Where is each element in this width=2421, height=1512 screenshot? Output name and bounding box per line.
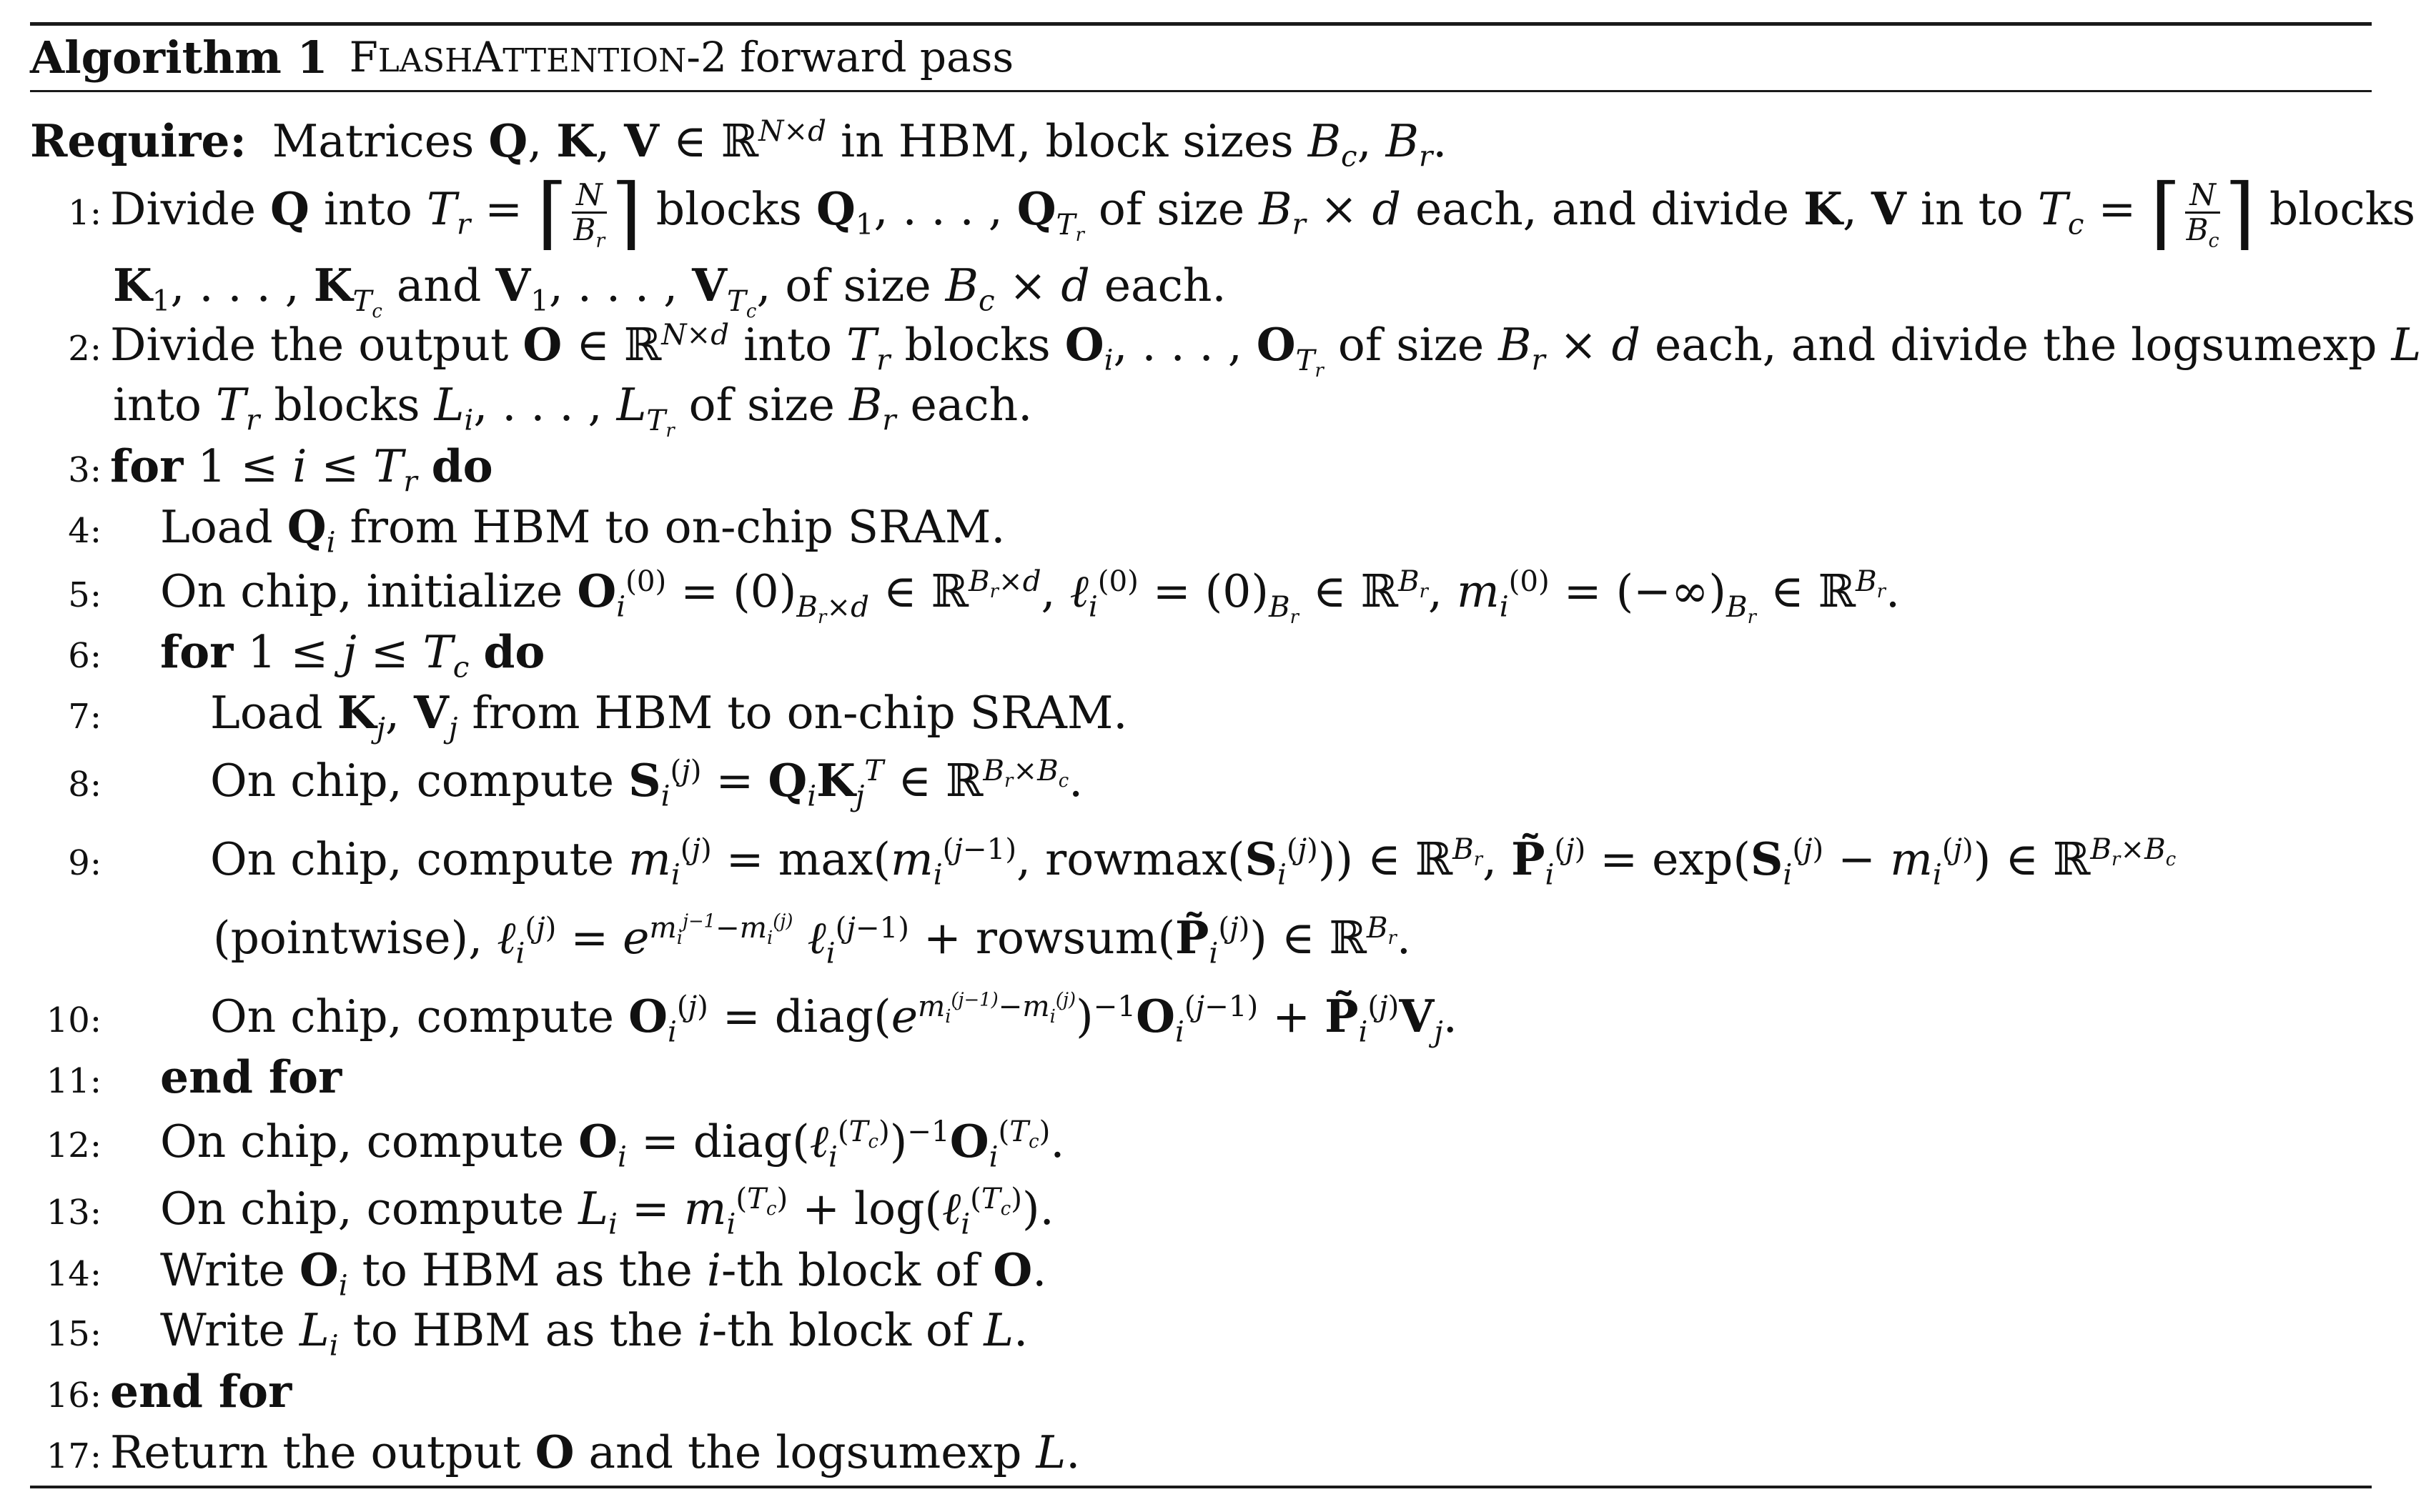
algorithm-label: Algorithm 1 bbox=[30, 31, 328, 84]
line-text: for $1 \le j \le T_c$ do bbox=[160, 625, 545, 685]
line-number: 4: bbox=[68, 511, 102, 551]
line-14 bbox=[30, 1240, 2372, 1304]
line-12 bbox=[30, 1111, 2372, 1175]
title-sc-3: A bbox=[472, 33, 503, 81]
top-rule bbox=[30, 22, 2372, 26]
line-number: 17: bbox=[46, 1436, 102, 1476]
line-number: 11: bbox=[46, 1061, 102, 1101]
line-text: Load $Q_i$ from HBM to on-chip SRAM. bbox=[160, 500, 1006, 559]
require-label: Require: bbox=[30, 114, 247, 167]
line-text: On chip, compute $O_i^{(j)}$ = $diag(e^{m_i^{(j-1)}-m_i^{(j)}})^{-1}O_i^{(j-1)}$ + $P̃_i^{(j)}V_j$. bbox=[210, 989, 1457, 1049]
line-number: 2: bbox=[68, 329, 102, 369]
line-number: 14: bbox=[46, 1254, 102, 1294]
line-text: end for bbox=[110, 1365, 292, 1418]
line-number: 6: bbox=[68, 636, 102, 676]
line-4 bbox=[30, 497, 2372, 561]
line-15 bbox=[30, 1300, 2372, 1364]
line-9 bbox=[30, 829, 2372, 893]
line-text: end for bbox=[160, 1050, 342, 1103]
line-text: for $1 \le i \le T_r$ do bbox=[110, 439, 493, 499]
title-sc-4: TTENTION bbox=[502, 41, 687, 79]
line-number: 10: bbox=[46, 1000, 102, 1040]
line-13 bbox=[30, 1179, 2372, 1243]
line-number: 12: bbox=[46, 1125, 102, 1165]
line-16 bbox=[30, 1361, 2372, 1426]
line-8 bbox=[30, 750, 2372, 815]
line-9-cont: (pointwise), ℓ$_i^{(j)}$ = $e^{m_i^{j-1}-m_i^{(j)}}$ ℓ$_i^{(j-1)}$ + $rowsum(P̃_i^{(j)})$ ∈ ℝ$^{B_r}$. bbox=[213, 910, 1411, 970]
line-text: On chip, compute $L_i = m_i^{(T_c)}$ + log(ℓ$_i^{(T_c)}$). bbox=[160, 1182, 1054, 1241]
line-text: Write $O_i$ to HBM as the i-th block of O. bbox=[160, 1243, 1047, 1303]
bottom-rule bbox=[30, 1486, 2372, 1488]
line-number: 9: bbox=[68, 843, 102, 883]
line-number: 15: bbox=[46, 1314, 102, 1354]
line-11 bbox=[30, 1047, 2372, 1111]
line-number: 3: bbox=[68, 450, 102, 490]
line-number: 7: bbox=[68, 697, 102, 737]
line-number: 1: bbox=[68, 193, 102, 233]
line-7 bbox=[30, 682, 2372, 747]
line-text: On chip, compute $O_i$ = $diag(\ell_i^{(T_c)})^{-1}O_i^{(T_c)}$. bbox=[160, 1115, 1065, 1174]
line-number: 5: bbox=[68, 575, 102, 615]
line-5 bbox=[30, 561, 2372, 628]
algorithm-title bbox=[350, 33, 1014, 81]
line-17 bbox=[30, 1422, 2372, 1486]
line-number: 13: bbox=[46, 1193, 102, 1233]
line-1 bbox=[30, 166, 2416, 259]
line-number: 8: bbox=[68, 765, 102, 805]
line-6 bbox=[30, 622, 2372, 686]
line-text: Divide Q into $T_r$ = ⌈ $\frac{N}{B_r}$ ⌉ blocks $Q_1$, . . . , $Q_{T_r}$ of size $B_r \times d$ each, and divide K, V in to $T_c$ = ⌈ $\frac{N}{B_c}$ ⌉ blocks bbox=[110, 166, 2416, 259]
line-text: On chip, initialize $O_i^{(0)} = (0)_{B_r\times d}$ ∈ ℝ$^{B_r\times d}$, ℓ$_i^{(0)}$ = $(0)_{B_r}$ ∈ ℝ$^{B_r}$, $m_i^{(0)} = (-\infty)_{B_r}$ ∈ ℝ$^{B_r}$. bbox=[160, 564, 1901, 628]
algorithm-caption bbox=[30, 29, 1014, 86]
line-text: Return the output O and the logsumexp L. bbox=[110, 1426, 1081, 1478]
line-number: 16: bbox=[46, 1376, 102, 1416]
title-sc-2: LASH bbox=[377, 41, 473, 79]
line-10 bbox=[30, 986, 2372, 1050]
line-2 bbox=[30, 314, 2421, 382]
line-text: Write $L_i$ to HBM as the i-th block of L. bbox=[160, 1304, 1029, 1363]
require-text: Matrices Q, K, V ∈ ℝ$^{N\times d}$ in HBM, block sizes $B_c$, $B_r$. bbox=[272, 114, 1447, 174]
line-text: On chip, compute $S_i^{(j)} = Q_iK_j^T$ ∈ ℝ$^{B_r\times B_c}$. bbox=[210, 754, 1084, 813]
caption-rule bbox=[30, 90, 2372, 92]
title-sc-1: F bbox=[349, 33, 378, 81]
require-line bbox=[30, 111, 2372, 174]
title-rest: -2 forward pass bbox=[686, 33, 1014, 81]
line-1-cont: $K_1$, . . . , $K_{T_c}$ and $V_1$, . . . , $V_{T_c}$, of size $B_c \times d$ each. bbox=[113, 259, 1227, 322]
line-text: On chip, compute $m_i^{(j)} = \max(m_i^{(j-1)}$, $rowmax(S_i^{(j)})$) ∈ ℝ$^{B_r}$, $P̃_i^{(j)} = \exp(S_i^{(j)} - m_i^{(j)})$ ∈ ℝ$^{B_r\times B_c}$ bbox=[210, 832, 2177, 892]
line-3 bbox=[30, 436, 2372, 500]
line-text: Divide the output O ∈ ℝ$^{N\times d}$ into $T_r$ blocks $O_i$, . . . , $O_{T_r}$ of size $B_r \times d$ each, and divide the logsumexp L bbox=[110, 318, 2421, 382]
line-2-cont: into $T_r$ blocks $L_i$, . . . , $L_{T_r}$ of size $B_r$ each. bbox=[113, 379, 1033, 442]
line-text: Load $K_j$, $V_j$ from HBM to on-chip SRAM. bbox=[210, 686, 1128, 745]
